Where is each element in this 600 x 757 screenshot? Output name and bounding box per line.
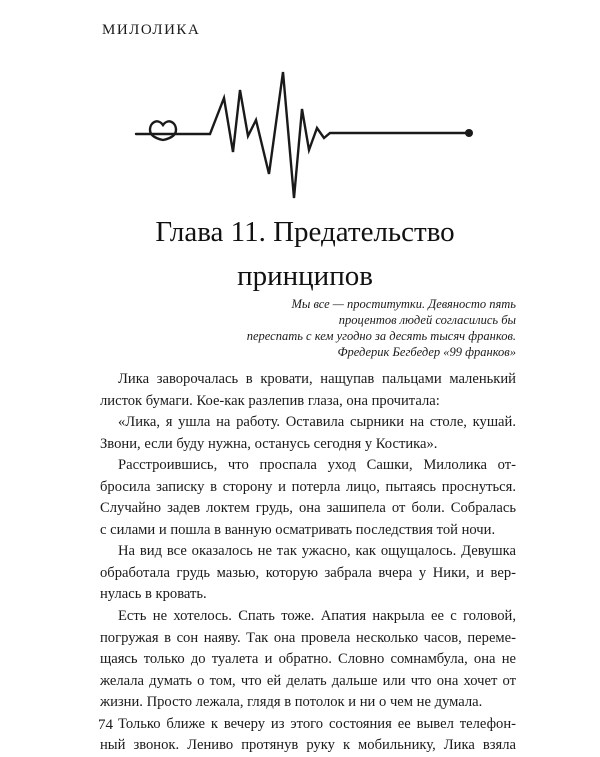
epigraph: [200, 296, 516, 360]
paragraph: [100, 714, 516, 757]
text-line: бросила записку в сторону и потерла лицо, пытаясь проснуться.: [100, 478, 516, 495]
body-text: [100, 369, 516, 757]
epigraph-line: Мы все — проститутки. Девяносто пять: [291, 297, 516, 311]
text-line: Случайно задев локтем грудь, она зашипела от боли. Собралась: [100, 500, 516, 517]
text-line: ный звонок. Лениво протянув руку к мобильнику, Лика взяла: [100, 737, 516, 754]
chapter-title-line: принципов: [237, 260, 373, 292]
ekg-endpoint-dot: [465, 129, 473, 137]
text-line: нулась в кровать.: [100, 586, 207, 603]
text-line: Есть не хотелось. Спать тоже. Апатия накрыла ее с головой,: [118, 608, 516, 625]
chapter-title: [100, 210, 510, 298]
paragraph: [100, 541, 516, 606]
text-line: обработала грудь мазью, которую забрала вчера у Ники, и вер-: [100, 564, 516, 581]
text-line: «Лика, я ушла на работу. Оставила сырники на столе, кушай.: [118, 414, 516, 431]
text-line: Звони, если буду нужна, останусь сегодня у Костика».: [100, 435, 438, 452]
text-line: Лика заворочалась в кровати, нащупав пальцами маленький: [118, 371, 516, 387]
heartbeat-heart-icon: [132, 62, 477, 207]
text-line: Только ближе к вечеру из этого состояния ее вывел телефон-: [118, 715, 516, 732]
text-line: погружая в сон наяву. Так она провела несколько часов, переме-: [100, 629, 516, 646]
text-line: листок бумаги. Кое-как разлепив глаза, она прочитала:: [100, 392, 440, 409]
epigraph-line: процентов людей согласились бы: [338, 313, 516, 327]
text-line: с силами и пошла в ванную осматривать последствия той ночи.: [100, 521, 496, 538]
running-head: МИЛОЛИКА: [102, 22, 201, 38]
paragraph: [100, 455, 516, 541]
paragraph: [100, 412, 516, 455]
chapter-title-line: Глава 11. Предательство: [155, 216, 455, 248]
ekg-line: [136, 72, 468, 198]
epigraph-line: переспать с кем угодно за десять тысяч франков.: [246, 329, 516, 343]
text-line: щаясь только до туалета и обратно. Словно сомнамбула, она не: [100, 651, 516, 668]
text-line: желала думать о том, что ей делать дальше или что она хочет от: [100, 672, 516, 689]
epigraph-attribution: Фредерик Бегбедер «99 франков»: [337, 345, 516, 359]
page-number: 74: [98, 717, 113, 733]
paragraph: [100, 606, 516, 714]
paragraph: [100, 369, 516, 412]
text-line: Расстроившись, что проспала уход Сашки, Милолика от-: [118, 457, 516, 474]
text-line: жизни. Просто лежала, глядя в потолок и ни о чем не думала.: [100, 694, 483, 711]
text-line: На вид все оказалось не так ужасно, как ощущалось. Девушка: [118, 543, 516, 560]
